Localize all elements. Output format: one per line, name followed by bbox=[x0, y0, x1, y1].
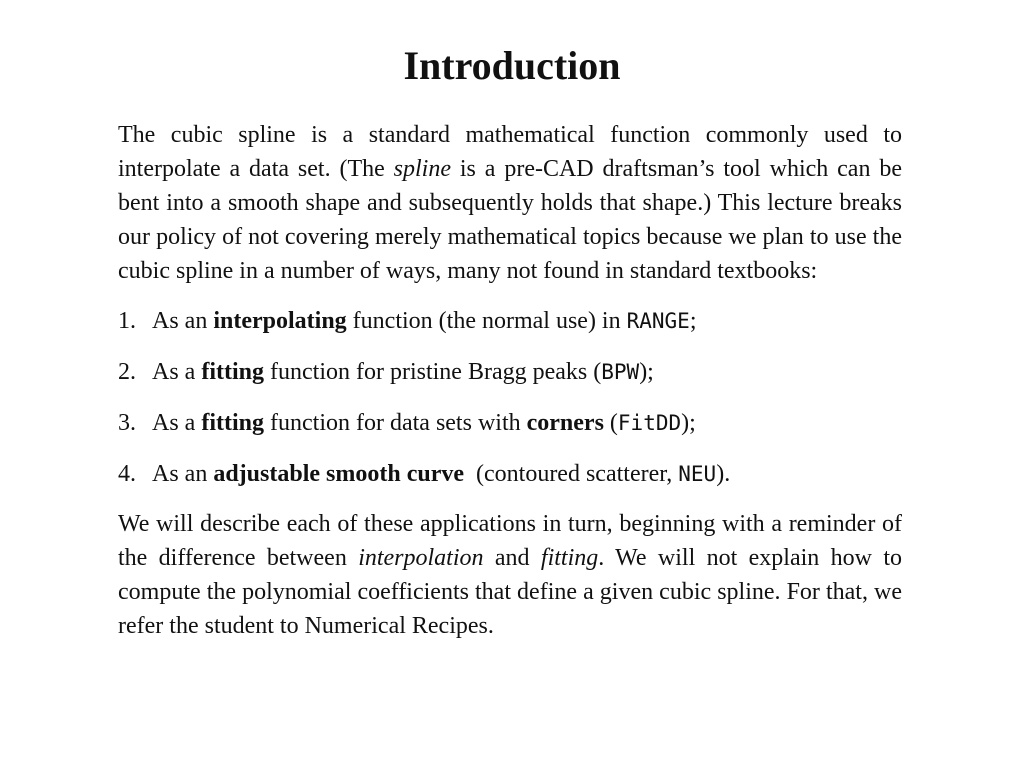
applications-list bbox=[118, 304, 902, 491]
list-item bbox=[118, 355, 902, 389]
outro-text-c: . We will not explain how to compute the polynomial coefficients that define a given cubic spline. For that, we refer the student to Numerical Recipes. bbox=[118, 545, 902, 639]
outro-text-a: We will describe each of these applications in turn, beginning with a reminder of the difference between bbox=[118, 511, 902, 571]
outro-emphasis-fitting: fitting bbox=[540, 545, 599, 571]
list-item bbox=[118, 457, 902, 491]
list-bold-term: corners bbox=[526, 410, 604, 436]
intro-paragraph bbox=[118, 118, 902, 288]
list-number: 4. bbox=[118, 461, 136, 487]
list-bold-term: fitting bbox=[201, 359, 264, 385]
list-text: function (the normal use) in bbox=[346, 308, 627, 334]
list-text: ( bbox=[603, 410, 618, 436]
outro-text-b: and bbox=[483, 545, 541, 571]
list-text: (contoured scatterer, bbox=[464, 461, 679, 487]
intro-text-b: is a pre-CAD draftsman’s tool which can be bent into a smooth shape and subsequently holds that shape.) This lecture breaks our policy of not covering merely mathematical topics because we plan to use the cubic spline in a number of ways, many not found in standard textbooks: bbox=[118, 156, 903, 284]
outro-paragraph bbox=[118, 507, 902, 643]
list-item bbox=[118, 406, 902, 440]
list-text: function for pristine Bragg peaks ( bbox=[264, 359, 602, 385]
list-text: As a bbox=[152, 410, 202, 436]
list-text: ); bbox=[639, 359, 654, 385]
list-bold-term: fitting bbox=[201, 410, 264, 436]
code-term: FitDD bbox=[617, 411, 682, 435]
list-text: As an bbox=[152, 308, 214, 334]
list-text: ). bbox=[716, 461, 731, 487]
list-text: function for data sets with bbox=[264, 410, 527, 436]
list-number: 1. bbox=[118, 308, 136, 334]
list-number: 2. bbox=[118, 359, 136, 385]
list-item bbox=[118, 304, 902, 338]
list-text: As an bbox=[152, 461, 214, 487]
list-bold-term: interpolating bbox=[213, 308, 347, 334]
code-term: RANGE bbox=[626, 309, 690, 333]
slide-content bbox=[118, 118, 902, 643]
slide-title: Introduction bbox=[403, 43, 621, 88]
list-text: ); bbox=[681, 410, 696, 436]
list-bold-term: adjustable smooth curve bbox=[213, 461, 464, 487]
code-term: NEU bbox=[678, 462, 717, 486]
code-term: BPW bbox=[601, 360, 640, 384]
intro-emphasis-spline: spline bbox=[393, 156, 451, 182]
outro-emphasis-interpolation: interpolation bbox=[358, 545, 484, 571]
list-number: 3. bbox=[118, 410, 136, 436]
list-text: As a bbox=[152, 359, 202, 385]
list-text: ; bbox=[689, 308, 697, 334]
intro-text-a: The cubic spline is a standard mathematical function commonly used to interpolate a data set. (The bbox=[118, 122, 902, 182]
